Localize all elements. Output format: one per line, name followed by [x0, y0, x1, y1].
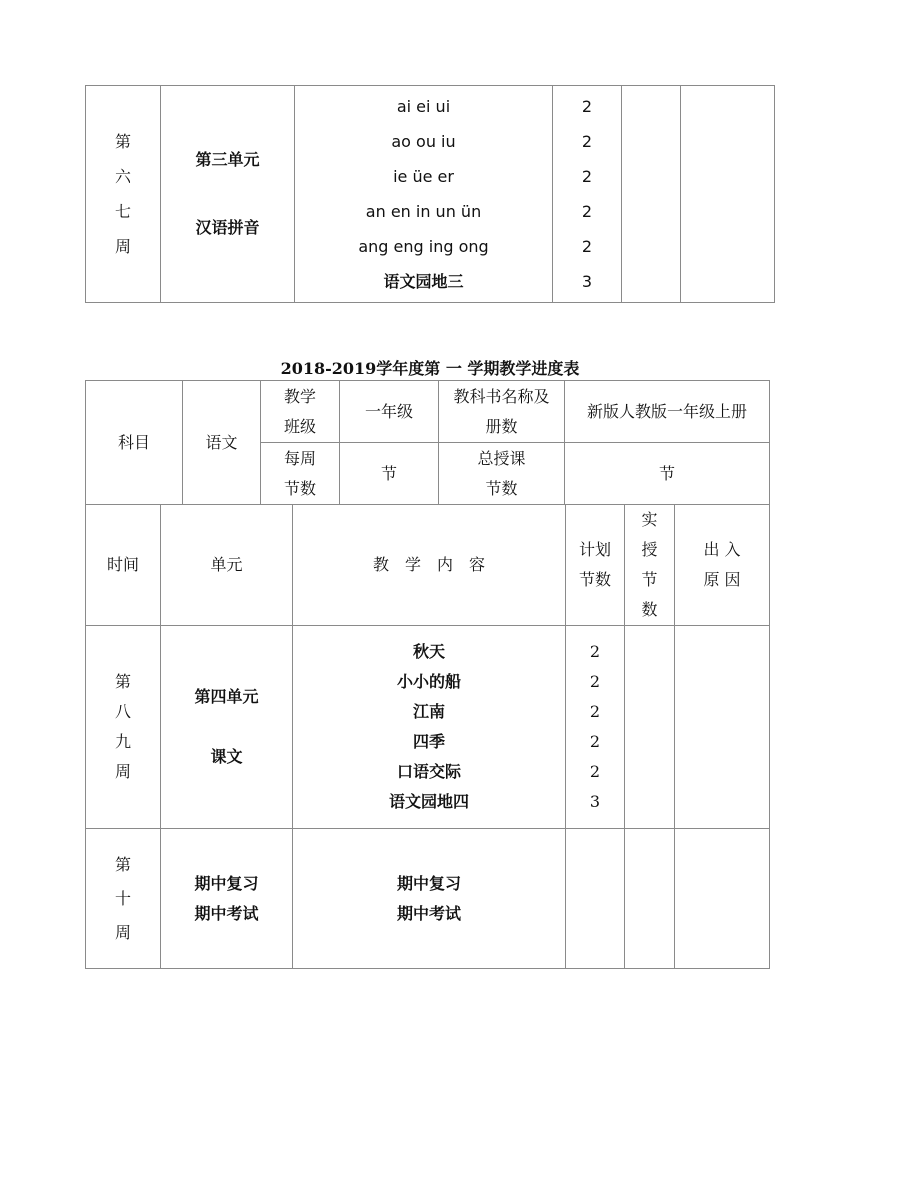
content-item: 语文园地四 — [388, 792, 469, 811]
week-cell: 第 十 周 — [86, 829, 161, 969]
subject-value: 语文 — [183, 381, 261, 505]
weekly-value: 节 — [340, 443, 439, 505]
actual-cell — [625, 829, 675, 969]
textbook-label: 教科书名称及 册数 — [439, 381, 565, 443]
table-row — [86, 829, 770, 969]
week-cell: 第 六 七 周 — [86, 86, 161, 303]
content-item: 秋天 — [412, 642, 445, 661]
actual-cell — [622, 86, 681, 303]
total-value: 节 — [565, 443, 770, 505]
content-item: ie üe er — [393, 167, 454, 186]
subject-label: 科目 — [86, 381, 183, 505]
col-reason: 出 入 原 因 — [675, 505, 770, 626]
page-title: 2018-2019学年度第 一 学期教学进度表 — [280, 359, 580, 378]
weekly-label: 每周 节数 — [261, 443, 340, 505]
planned-cell: 2 2 2 2 2 3 — [566, 626, 625, 829]
planned-cell: 2 2 2 2 2 3 — [553, 86, 622, 303]
reason-cell — [675, 626, 770, 829]
content-item: 期中复习 — [396, 873, 461, 893]
col-planned: 计划 节数 — [566, 505, 625, 626]
actual-cell — [625, 626, 675, 829]
col-content: 教 学 内 容 — [293, 505, 566, 626]
content-item: 江南 — [412, 702, 445, 721]
content-cell — [293, 626, 566, 829]
schedule-table — [85, 504, 770, 969]
content-item: ao ou iu — [391, 132, 456, 151]
col-actual: 实 授 节 数 — [625, 505, 675, 626]
table-row — [86, 626, 770, 829]
class-value: 一年级 — [340, 381, 439, 443]
unit-cell: 第四单元 课文 — [161, 626, 293, 829]
content-cell — [293, 829, 566, 969]
content-item: 四季 — [412, 732, 445, 751]
unit-cell: 期中复习 期中考试 — [161, 829, 293, 969]
col-unit: 单元 — [161, 505, 293, 626]
content-item: 口语交际 — [396, 762, 461, 781]
class-label: 教学 班级 — [261, 381, 340, 443]
content-item: 小小的船 — [396, 672, 461, 691]
content-cell — [295, 86, 553, 303]
content-item: 期中考试 — [396, 903, 461, 923]
textbook-value: 新版人教版一年级上册 — [565, 381, 770, 443]
planned-cell — [566, 829, 625, 969]
content-item: ai ei ui — [396, 97, 451, 116]
col-time: 时间 — [86, 505, 161, 626]
week-cell: 第 八 九 周 — [86, 626, 161, 829]
reason-cell — [675, 829, 770, 969]
content-item: ang eng ing ong — [358, 237, 489, 256]
total-label: 总授课 节数 — [439, 443, 565, 505]
reason-cell — [681, 86, 775, 303]
unit-cell: 第三单元 汉语拼音 — [161, 86, 295, 303]
schedule-table-top — [85, 85, 775, 303]
content-item: an en in un ün — [365, 202, 482, 221]
info-table — [85, 380, 770, 505]
content-item: 语文园地三 — [383, 272, 464, 291]
